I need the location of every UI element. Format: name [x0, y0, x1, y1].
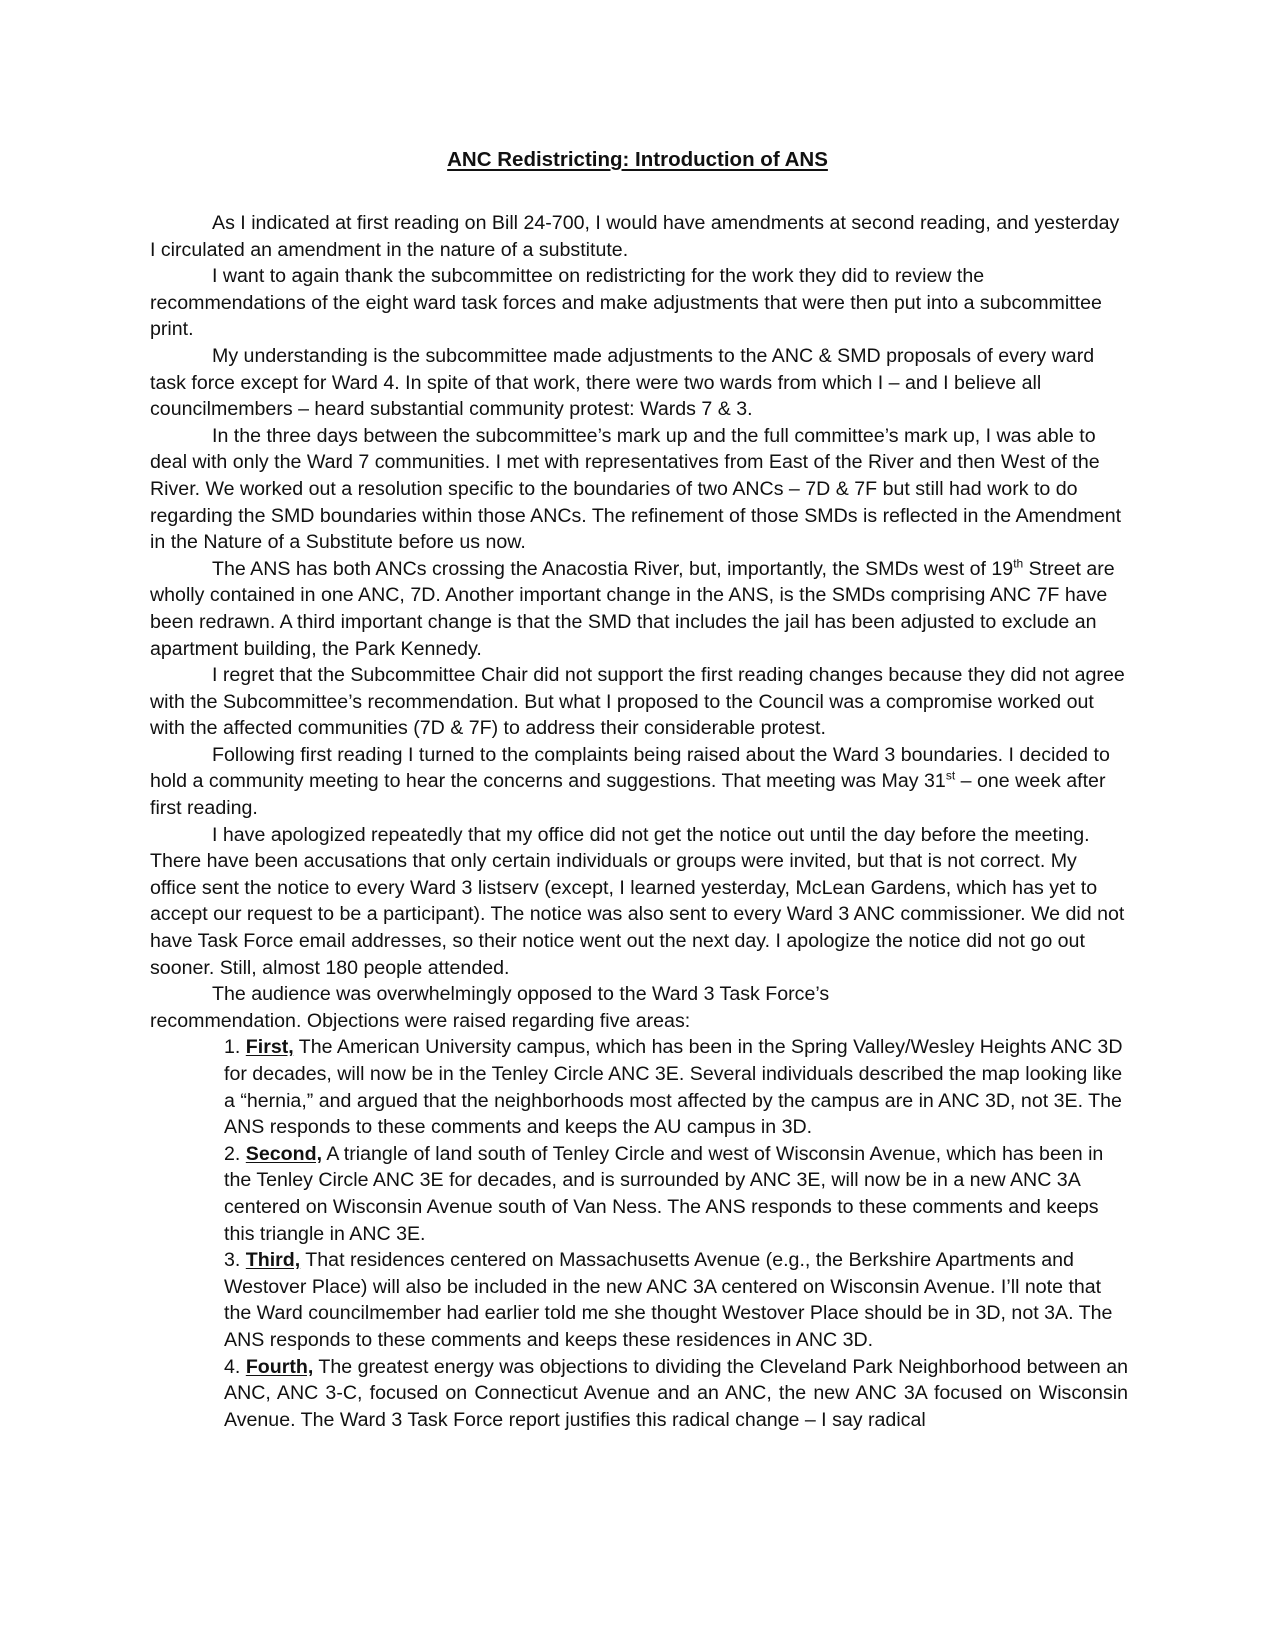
paragraph-8: I have apologized repeatedly that my office did not get the notice out until the day before the meeting. There have been accusations that only certain individuals or groups were invited, but that is not correct. My office sent the notice to every Ward 3 listserv (except, I learned yesterday, McLean Gardens, which has yet to accept our request to be a participant). The notice was also sent to every Ward 3 ANC commissioner. We did not have Task Force email addresses, so their notice went out the next day. I apologize the notice did not go out sooner. Still, almost 180 people attended. — [150, 823, 1125, 979]
document-body — [150, 210, 1128, 1433]
list-item — [224, 1247, 1128, 1353]
objections-list — [150, 1034, 1128, 1433]
list-item-lead: Second, — [245, 1142, 323, 1165]
paragraph-4: In the three days between the subcommittee’s mark up and the full committee’s mark up, I was able to deal with only the Ward 7 communities. I met with representatives from East of the River and then West of the River. We worked out a resolution specific to the boundaries of two ANCs – 7D & 7F but still had work to do regarding the SMD boundaries within those ANCs. The refinement of those SMDs is reflected in the Amendment in the Nature of a Substitute before us now. — [150, 424, 1122, 554]
list-number: 3. — [224, 1249, 241, 1272]
ordinal-suffix: th — [1013, 556, 1024, 571]
paragraph-5 — [150, 556, 1128, 662]
list-item-lead: First, — [245, 1036, 294, 1059]
list-item-lead: Third, — [245, 1249, 301, 1272]
paragraph-3: My understanding is the subcommittee made adjustments to the ANC & SMD proposals of every ward task force except for Ward 4. In spite of that work, there were two wards from which I – and I believe all councilmembers – heard substantial community protest: Wards 7 & 3. — [150, 344, 1095, 421]
paragraph-9-line-1: The audience was overwhelmingly opposed to the Ward 3 Task Force’s — [212, 983, 830, 1006]
list-number: 2. — [224, 1142, 241, 1165]
list-number: 4. — [224, 1355, 241, 1378]
list-number: 1. — [224, 1036, 241, 1059]
paragraph-5-text-b: Street are wholly contained in one ANC, 7D. Another important change in the ANS, is the SMDs comprising ANC 7F have been redrawn. A third important change is that the SMD that includes the jail has been adjusted to exclude an apartment building, the Park Kennedy. — [150, 557, 1115, 660]
document-title: ANC Redistricting: Introduction of ANS — [447, 148, 828, 171]
list-item-text: The greatest energy was objections to dividing the Cleveland Park Neighborhood between an ANC, ANC 3-C, focused on Connecticut Avenue and an ANC, the new ANC 3A focused on Wisconsin Avenue. The Ward 3 Task Force report justifies this radical change – I say radical — [224, 1355, 1128, 1431]
paragraph-2: I want to again thank the subcommittee on redistricting for the work they did to review the recommendations of the eight ward task forces and make adjustments that were then put into a subcommittee print. — [150, 265, 1102, 341]
paragraph-7-text-b: – one week after first reading. — [150, 770, 1106, 820]
list-item — [224, 1034, 1128, 1140]
paragraph-5-text-a: The ANS has both ANCs crossing the Anacostia River, but, importantly, the SMDs west of 19 — [212, 557, 1014, 580]
list-item — [224, 1141, 1128, 1247]
paragraph-7-text-a: Following first reading I turned to the complaints being raised about the Ward 3 boundaries. I decided to hold a community meeting to hear the concerns and suggestions. That meeting was May 31 — [150, 743, 1110, 793]
paragraph-6: I regret that the Subcommittee Chair did not support the first reading changes because they did not agree with the Subcommittee’s recommendation. But what I proposed to the Council was a compromise worked out with the affected communities (7D & 7F) to address their considerable protest. — [150, 664, 1125, 740]
paragraph-9 — [150, 981, 1128, 1034]
list-item-lead: Fourth, — [245, 1355, 314, 1378]
list-item-text: A triangle of land south of Tenley Circle and west of Wisconsin Avenue, which has been in the Tenley Circle ANC 3E for decades, and is surrounded by ANC 3E, will now be in a new ANC 3A centered on Wisconsin Avenue south of Van Ness. The ANS responds to these comments and keeps this triangle in ANC 3E. — [224, 1142, 1104, 1245]
paragraph-9-line-2: recommendation. Objections were raised regarding five areas: — [150, 1009, 691, 1032]
paragraph-7 — [150, 742, 1128, 822]
ordinal-suffix: st — [945, 768, 956, 783]
paragraph-1: As I indicated at first reading on Bill 24-700, I would have amendments at second reading, and yesterday I circulated an amendment in the nature of a substitute. — [150, 212, 1120, 261]
list-item-text: The American University campus, which has been in the Spring Valley/Wesley Heights ANC 3D for decades, will now be in the Tenley Circle ANC 3E. Several individuals described the map looking like a “hernia,” and argued that the neighborhoods most affected by the campus are in ANC 3D, not 3E. The ANS responds to these comments and keeps the AU campus in 3D. — [224, 1036, 1123, 1139]
list-item-text: That residences centered on Massachusetts Avenue (e.g., the Berkshire Apartments and Westover Place) will also be included in the new ANC 3A centered on Wisconsin Avenue. I’ll note that the Ward councilmember had earlier told me she thought Westover Place should be in 3D, not 3A. The ANS responds to these comments and keeps these residences in ANC 3D. — [224, 1249, 1113, 1351]
list-item — [224, 1354, 1128, 1434]
